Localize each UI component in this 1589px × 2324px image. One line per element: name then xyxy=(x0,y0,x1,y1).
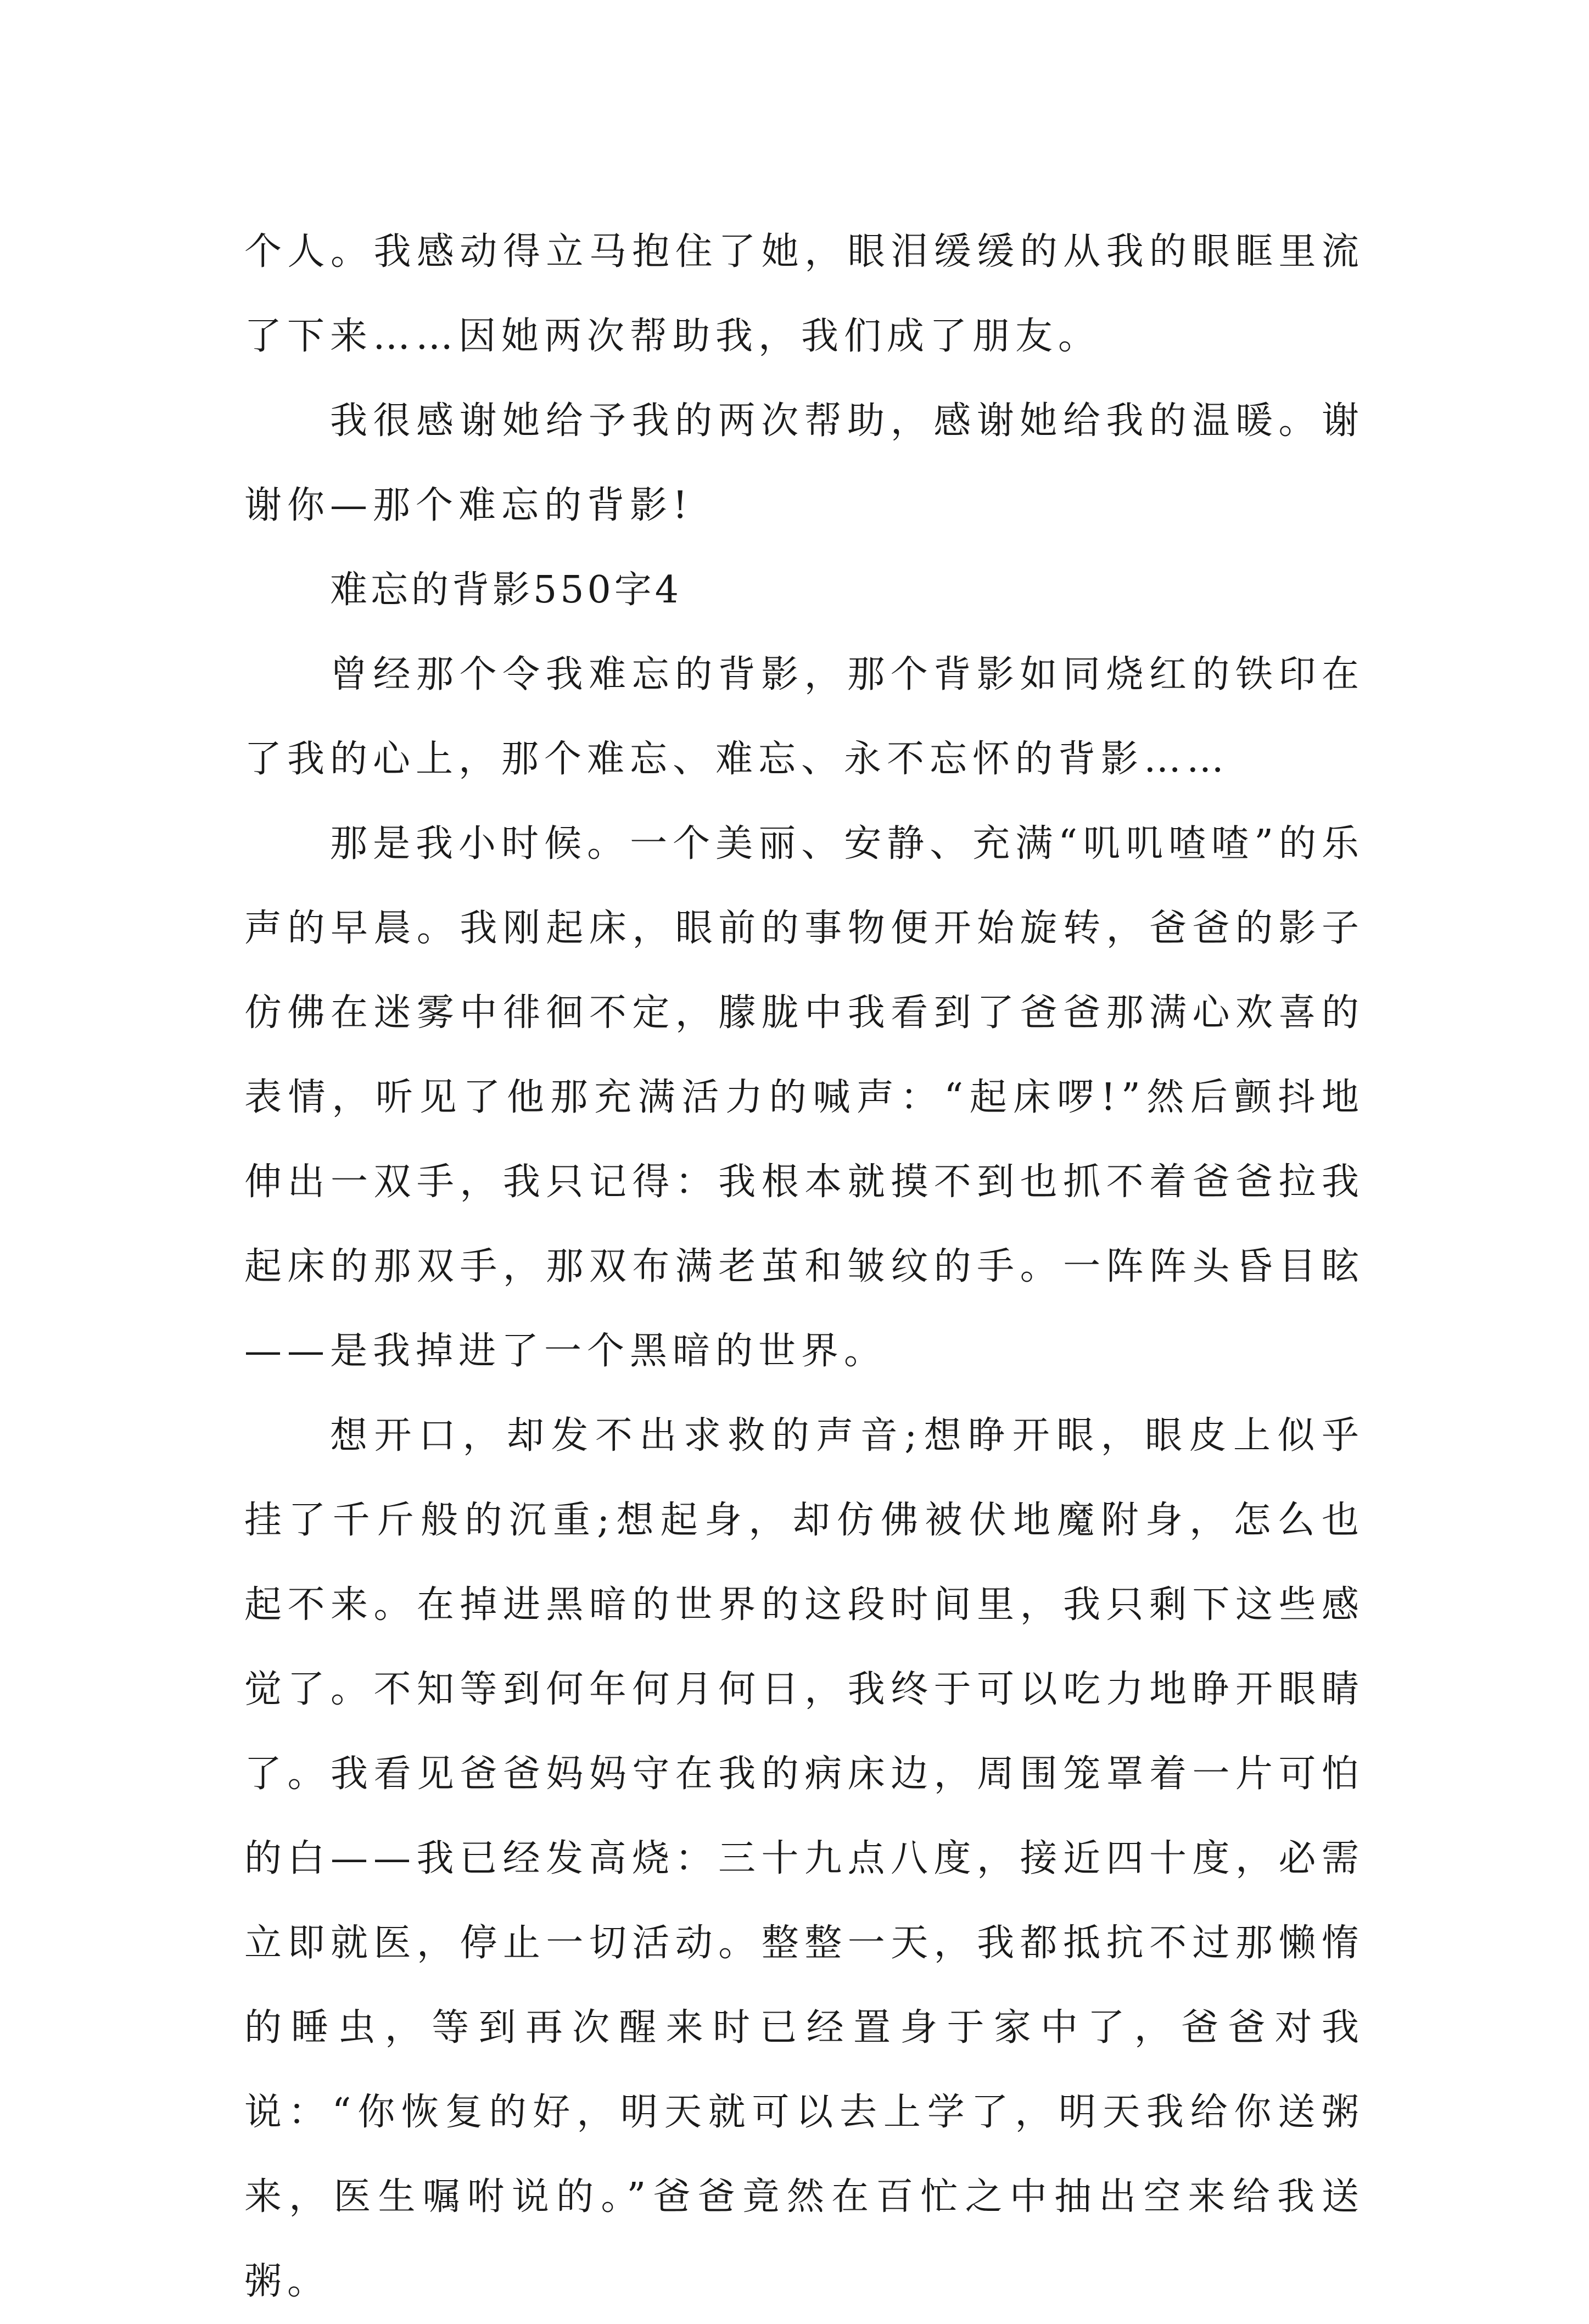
document-body xyxy=(244,210,1364,2324)
paragraph-intro: 曾经那个令我难忘的背影，那个背影如同烧红的铁印在了我的心上，那个难忘、难忘、永不忘怀的背影…… xyxy=(244,653,1364,781)
section-heading: 难忘的背影550字4 xyxy=(330,568,682,612)
paragraph-illness: 想开口，却发不出求救的声音;想睁开眼，眼皮上似乎挂了千斤般的沉重;想起身，却仿佛被伏地魔附身，怎么也起不来。在掉进黑暗的世界的这段时间里，我只剩下这些感觉了。不知等到何年何月何日，我终于可以吃力地睁开眼睛了。我看见爸爸妈妈守在我的病床边，周围笼罩着一片可怕的白——我已经发高烧：三十九点八度，接近四十度，必需立即就医，停止一切活动。整整一天，我都抵抗不过那懒惰的睡虫，等到再次醒来时已经置身于家中了，爸爸对我说：“你恢复的好，明天就可以去上学了，明天我给你送粥来，医生嘱咐说的。”爸爸竟然在百忙之中抽出空来给我送粥。 xyxy=(244,1414,1364,2303)
paragraph-continuation: 个人。我感动得立马抱住了她，眼泪缓缓的从我的眼眶里流了下来……因她两次帮助我，我们成了朋友。 xyxy=(244,230,1364,358)
paragraph-childhood-morning: 那是我小时候。一个美丽、安静、充满“叽叽喳喳”的乐声的早晨。我刚起床，眼前的事物便开始旋转，爸爸的影子仿佛在迷雾中徘徊不定，朦胧中我看到了爸爸那满心欢喜的表情，听见了他那充满活力的喊声：“起床啰!”然后颤抖地伸出一双手，我只记得：我根本就摸不到也抓不着爸爸拉我起床的那双手，那双布满老茧和皱纹的手。一阵阵头昏目眩——是我掉进了一个黑暗的世界。 xyxy=(244,822,1364,1373)
paragraph-gratitude: 我很感谢她给予我的两次帮助，感谢她给我的温暖。谢谢你—那个难忘的背影! xyxy=(244,399,1364,527)
